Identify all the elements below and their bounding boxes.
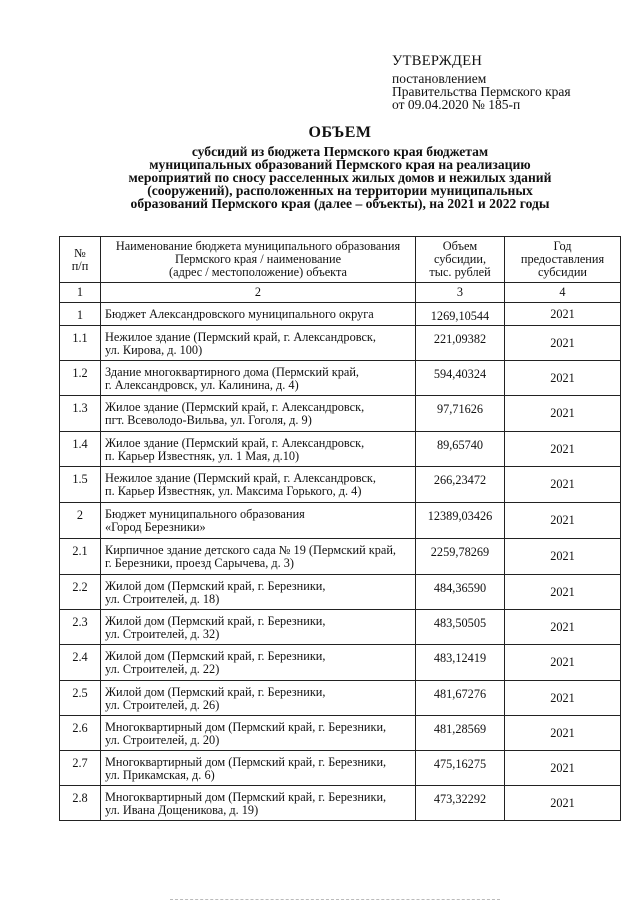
row-name-line: ул. Кирова, д. 100) <box>105 343 203 357</box>
row-name <box>101 503 416 539</box>
row-number: 2.2 <box>60 575 101 610</box>
row-name-line: ул. Строителей, д. 20) <box>105 733 220 747</box>
table-row <box>60 432 621 467</box>
row-name-line: п. Карьер Известняк, ул. Максима Горького, д. 4) <box>105 484 362 498</box>
row-name-line: г. Александровск, ул. Калинина, д. 4) <box>105 378 299 392</box>
row-volume: 89,65740 <box>416 432 505 467</box>
header-line: (адрес / местоположение) объекта <box>169 265 347 279</box>
row-volume: 483,50505 <box>416 610 505 645</box>
row-name-line: Многоквартирный дом (Пермский край, г. Березники, <box>105 755 387 769</box>
row-number: 1.1 <box>60 326 101 361</box>
row-name <box>101 539 416 575</box>
row-number: 2 <box>60 503 101 539</box>
approval-line: постановлением <box>392 71 487 86</box>
row-name-line: Жилое здание (Пермский край, г. Александровск, <box>105 436 365 450</box>
row-name <box>101 786 416 821</box>
table-row <box>60 467 621 503</box>
subtitle-line: мероприятий по сносу расселенных жилых домов и нежилых зданий <box>128 170 552 185</box>
column-index: 3 <box>416 283 505 303</box>
row-name-line: п. Карьер Известняк, ул. 1 Мая, д.10) <box>105 449 300 463</box>
row-volume: 481,28569 <box>416 716 505 751</box>
row-year: 2021 <box>505 303 621 326</box>
row-number: 2.3 <box>60 610 101 645</box>
subtitle-line: образований Пермского края (далее – объекты), на 2021 и 2022 годы <box>130 196 550 211</box>
header-year <box>505 237 621 283</box>
header-line: субсидии <box>538 265 587 279</box>
row-name <box>101 681 416 716</box>
row-name-line: Жилой дом (Пермский край, г. Березники, <box>105 649 326 663</box>
row-year: 2021 <box>505 361 621 396</box>
row-name <box>101 303 416 326</box>
row-number: 1.4 <box>60 432 101 467</box>
row-volume: 97,71626 <box>416 396 505 432</box>
table-row <box>60 575 621 610</box>
row-name-line: Нежилое здание (Пермский край, г. Александровск, <box>105 330 376 344</box>
table-row <box>60 786 621 821</box>
row-volume: 266,23472 <box>416 467 505 503</box>
header-line: тыс. рублей <box>429 265 491 279</box>
row-name <box>101 396 416 432</box>
row-year: 2021 <box>505 645 621 681</box>
row-number: 1.3 <box>60 396 101 432</box>
row-name <box>101 361 416 396</box>
row-name <box>101 610 416 645</box>
row-name <box>101 645 416 681</box>
row-name-line: Бюджет муниципального образования <box>105 507 305 521</box>
row-volume: 481,67276 <box>416 681 505 716</box>
row-year: 2021 <box>505 610 621 645</box>
row-year: 2021 <box>505 396 621 432</box>
header-line: № <box>74 245 86 260</box>
header-line: субсидии, <box>433 252 487 266</box>
table-row <box>60 503 621 539</box>
row-volume: 594,40324 <box>416 361 505 396</box>
row-name <box>101 575 416 610</box>
row-name-line: Бюджет Александровского муниципального округа <box>105 307 374 321</box>
row-name-line: Многоквартирный дом (Пермский край, г. Березники, <box>105 720 387 734</box>
table-body <box>60 303 621 821</box>
subtitle-line: субсидий из бюджета Пермского края бюджетам <box>191 144 489 159</box>
row-name-line: ул. Прикамская, д. 6) <box>105 768 215 782</box>
row-number: 1 <box>60 303 101 326</box>
row-number: 2.5 <box>60 681 101 716</box>
document-title: ОБЪЕМ <box>308 124 372 141</box>
approval-line: от 09.04.2020 № 185-п <box>392 97 521 112</box>
column-index: 4 <box>505 283 621 303</box>
row-name-line: Многоквартирный дом (Пермский край, г. Березники, <box>105 790 387 804</box>
column-index: 1 <box>60 283 101 303</box>
row-number: 2.1 <box>60 539 101 575</box>
row-name-line: Жилое здание (Пермский край, г. Александровск, <box>105 400 365 414</box>
row-name-line: г. Березники, проезд Сарычева, д. 3) <box>105 556 295 570</box>
table-row <box>60 326 621 361</box>
row-name <box>101 716 416 751</box>
row-volume: 2259,78269 <box>416 539 505 575</box>
header-line: Пермского края / наименование <box>174 252 342 266</box>
row-year: 2021 <box>505 681 621 716</box>
row-name-line: «Город Березники» <box>105 520 206 534</box>
approval-title: УТВЕРЖДЕН <box>392 53 483 69</box>
scan-edge-line <box>170 899 500 901</box>
subtitle-line: муниципальных образований Пермского края на реализацию <box>149 157 531 172</box>
row-name-line: ул. Строителей, д. 26) <box>105 698 220 712</box>
row-year: 2021 <box>505 716 621 751</box>
row-name <box>101 467 416 503</box>
table-row <box>60 716 621 751</box>
row-year: 2021 <box>505 539 621 575</box>
row-volume: 475,16275 <box>416 751 505 786</box>
row-name-line: Здание многоквартирного дома (Пермский край, <box>105 365 359 379</box>
row-name-line: ул. Ивана Дощеникова, д. 19) <box>105 803 259 817</box>
row-number: 2.8 <box>60 786 101 821</box>
row-name-line: Жилой дом (Пермский край, г. Березники, <box>105 579 326 593</box>
row-name <box>101 326 416 361</box>
header-number <box>60 237 101 283</box>
header-row <box>60 237 621 283</box>
header-volume <box>416 237 505 283</box>
table-row <box>60 645 621 681</box>
row-name-line: Нежилое здание (Пермский край, г. Александровск, <box>105 471 376 485</box>
row-year: 2021 <box>505 467 621 503</box>
row-number: 2.7 <box>60 751 101 786</box>
row-year: 2021 <box>505 575 621 610</box>
header-line: предоставления <box>520 252 605 266</box>
row-name-line: пгт. Всеволодо-Вильва, ул. Гоголя, д. 9) <box>105 413 312 427</box>
column-index-row <box>60 283 621 303</box>
row-year: 2021 <box>505 751 621 786</box>
row-volume: 473,32292 <box>416 786 505 821</box>
table-row <box>60 610 621 645</box>
row-number: 2.6 <box>60 716 101 751</box>
header-name <box>101 237 416 283</box>
row-name <box>101 751 416 786</box>
row-name-line: Кирпичное здание детского сада № 19 (Пермский край, <box>105 543 396 557</box>
row-year: 2021 <box>505 432 621 467</box>
row-volume: 221,09382 <box>416 326 505 361</box>
row-name-line: ул. Строителей, д. 22) <box>105 662 220 676</box>
document-heading <box>60 124 620 210</box>
row-year: 2021 <box>505 503 621 539</box>
header-line: Год <box>553 239 572 253</box>
row-volume: 484,36590 <box>416 575 505 610</box>
table-row <box>60 361 621 396</box>
table-row <box>60 303 621 326</box>
row-volume: 12389,03426 <box>416 503 505 539</box>
column-index: 2 <box>101 283 416 303</box>
header-line: п/п <box>71 258 89 273</box>
approval-stamp <box>392 55 571 111</box>
table-row <box>60 751 621 786</box>
row-name-line: Жилой дом (Пермский край, г. Березники, <box>105 685 326 699</box>
row-number: 2.4 <box>60 645 101 681</box>
table-row <box>60 396 621 432</box>
row-year: 2021 <box>505 786 621 821</box>
table-row <box>60 681 621 716</box>
table-row <box>60 539 621 575</box>
approval-line: Правительства Пермского края <box>392 84 571 99</box>
row-number: 1.5 <box>60 467 101 503</box>
row-name-line: Жилой дом (Пермский край, г. Березники, <box>105 614 326 628</box>
row-year: 2021 <box>505 326 621 361</box>
row-volume: 483,12419 <box>416 645 505 681</box>
subsidy-table <box>59 236 621 821</box>
row-name-line: ул. Строителей, д. 32) <box>105 627 220 641</box>
header-line: Наименование бюджета муниципального образования <box>115 239 401 253</box>
row-number: 1.2 <box>60 361 101 396</box>
row-volume: 1269,10544 <box>416 303 505 326</box>
row-name <box>101 432 416 467</box>
header-line: Объем <box>442 239 478 253</box>
subtitle-line: (сооружений), расположенных на территории муниципальных <box>147 183 533 198</box>
row-name-line: ул. Строителей, д. 18) <box>105 592 220 606</box>
